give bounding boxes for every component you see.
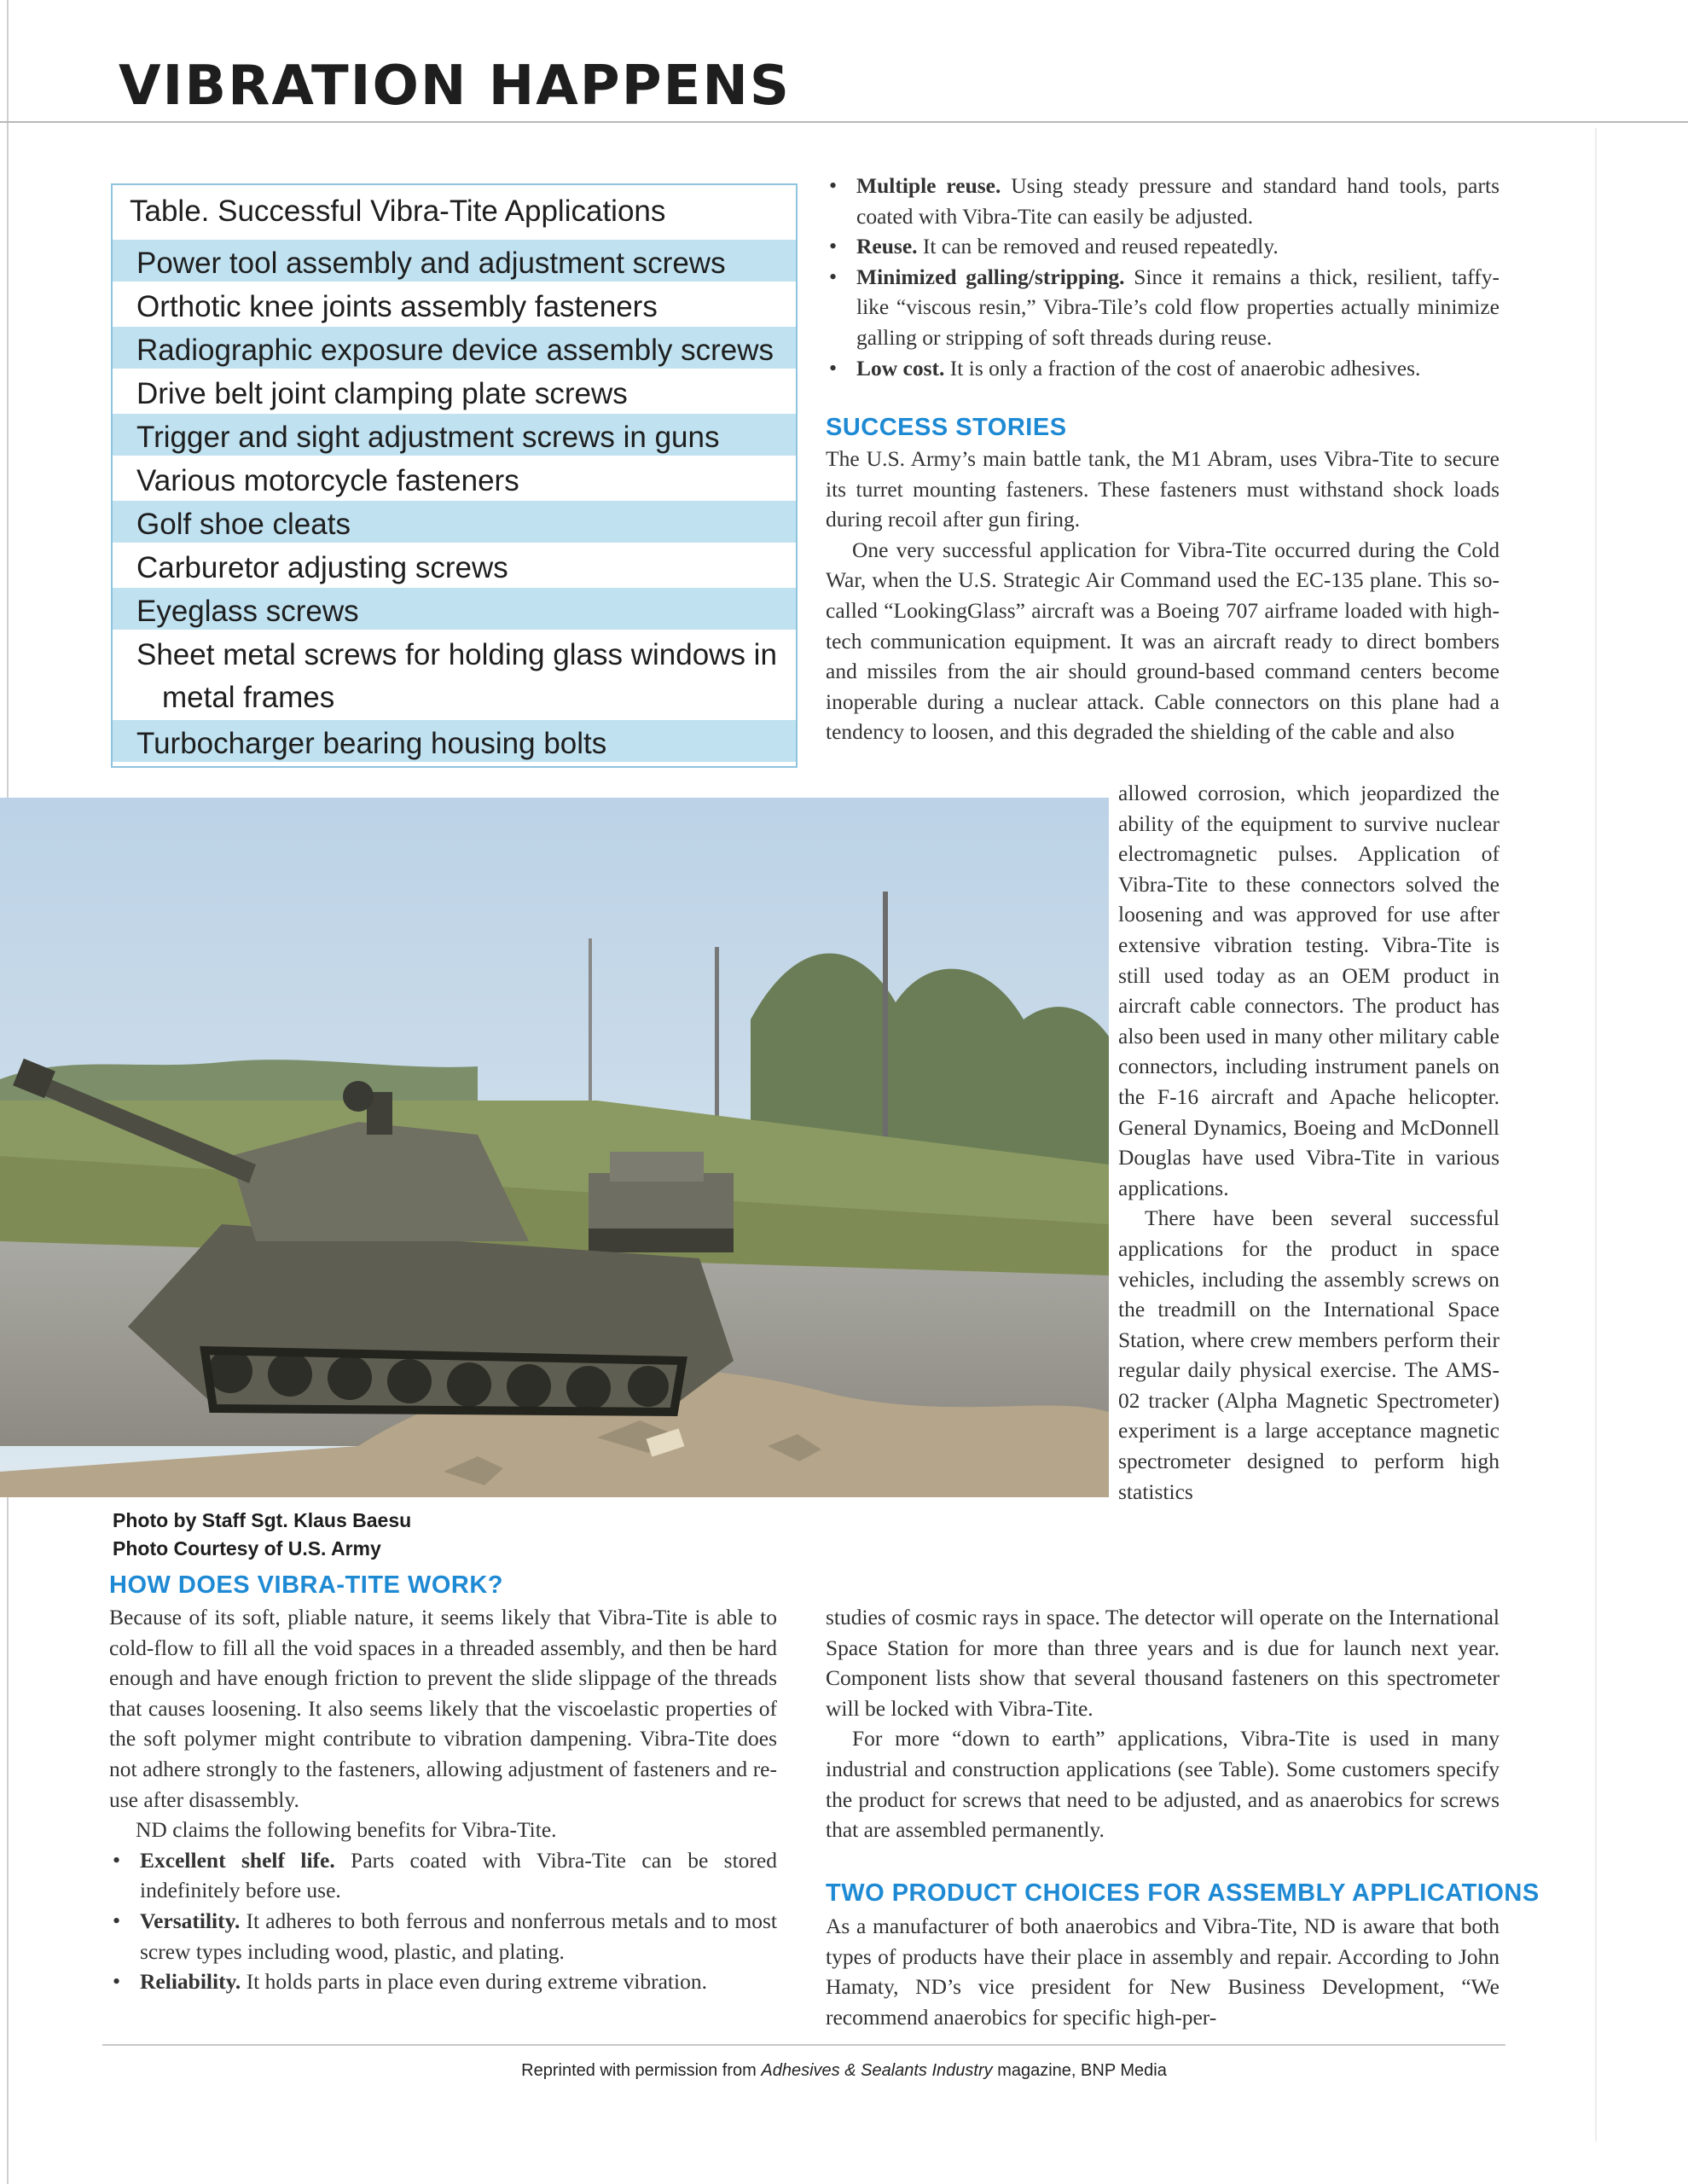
reprint-prefix: Reprinted with permission from [521,2061,762,2080]
space-station-text [826,1602,1499,1845]
title-rule [0,121,1688,123]
bullet-text: Parts coated with Vibra-Tite can be stored indefinitely before use. [140,1847,777,1903]
table-row: Orthotic knee joints assembly fasteners [113,282,796,325]
reprint-notice [0,2061,1688,2081]
list-item [826,353,1499,384]
bullet-text: Since it remains a thick, resilient, taffy-like “viscous resin,” Vibra-Tile’s cold flow properties actually minimize galling or stripping of soft threads during reuse. [856,264,1499,350]
photo-caption [113,1507,411,1563]
paragraph: ND claims the following benefits for Vibra-Tite. [136,1817,557,1843]
table-row: Golf shoe cleats [113,499,796,543]
table-row: Carburetor adjusting screws [113,543,796,586]
table-row: Various motorcycle fasteners [113,456,796,499]
left-column-text [109,1602,777,1997]
bullet-term: Low cost. [856,355,945,380]
table-row-line2: metal frames [162,681,335,714]
bullet-term: Minimized galling/stripping. [856,264,1125,289]
paragraph: As a manufacturer of both anaerobics and Vibra-Tite, ND is aware that both types of products have their place in assembly and repair. According to John Hamaty, ND’s vice president for New Business Development, “We recommend anaerobics for specific high-per- [826,1914,1499,2030]
bullet-text: It adheres to both ferrous and nonferrous metals and to most screw types including wood, plastic, and plating. [140,1908,777,1964]
table-caption: Table. Successful Vibra-Tite Applications [130,195,666,228]
photo-courtesy: Photo Courtesy of U.S. Army [113,1537,381,1560]
success-stories-text [826,444,1499,747]
bullet-term: Excellent shelf life. [140,1847,335,1873]
list-item [826,231,1499,262]
wrapped-column-text [1118,778,1499,1507]
table-row-line1: Sheet metal screws for holding glass windows in [136,638,777,671]
heading-how-does-it-work: HOW DOES VIBRA-TITE WORK? [109,1571,503,1599]
paragraph: studies of cosmic rays in space. The detector will operate on the International Space Station for more than three years and is due for launch next year. Component lists show that several thousand fasteners on this spectrometer will be locked with Vibra-Tite. [826,1605,1499,1721]
bullet-term: Reliability. [140,1969,241,1995]
bullet-text: It holds parts in place even during extreme vibration. [241,1969,707,1995]
paragraph: allowed corrosion, which jeopardized the ability of the equipment to survive nuclear electromagnetic pulses. Application of Vibra-Tite to these connectors solved the loosening and was approved for use after extensive vibration testing. Vibra-Tite is still used today as an OEM product in aircraft cable connectors. The product has also been used in many other military cable connectors, including instrument panels on the F-16 aircraft and Apache helicopter. General Dynamics, Boeing and McDonnell Douglas have used Vibra-Tite in various applications. [1118,781,1499,1200]
bullet-text: Using steady pressure and standard hand tools, parts coated with Vibra-Tite can easily be adjusted. [856,173,1499,229]
right-column-benefits [826,171,1499,383]
heading-success-stories: SUCCESS STORIES [826,414,1067,441]
publication-name: Adhesives & Sealants Industry [761,2061,993,2080]
table-row: Trigger and sight adjustment screws in guns [113,412,796,456]
tank-photo [0,798,1109,1497]
list-item [109,1906,777,1966]
page-edge-right [1595,128,1597,2141]
heading-two-product-choices: TWO PRODUCT CHOICES FOR ASSEMBLY APPLICATIONS [826,1879,1540,1907]
bullet-text: It is only a fraction of the cost of anaerobic adhesives. [944,355,1421,380]
table-row: Drive belt joint clamping plate screws [113,369,796,412]
bullet-text: It can be removed and reused repeatedly. [917,234,1279,259]
list-item [826,171,1499,231]
table-row: Eyeglass screws [113,586,796,630]
paragraph: For more “down to earth” applications, Vibra-Tite is used in many industrial and construction applications (see Table). Some customers specify the product for screws that need to be adjusted, and as anaerobics for screws that are assembled permanently. [826,1726,1499,1843]
list-item [109,1845,777,1906]
list-item [109,1966,777,1997]
paragraph: Because of its soft, pliable nature, it seems likely that Vibra-Tite is able to cold-flow to fill all the void spaces in a threaded assembly, and then be hard enough and have enough friction to prevent the slide slippage of the threads that causes loosening. It also seems likely that the viscoelastic properties of the soft polymer might contribute to vibration dampening. Vibra-Tite does not adhere strongly to the fasteners, allowing adjustment of fasteners and re-use after disassembly. [109,1605,777,1812]
benefits-list-continued [826,171,1499,383]
footer-rule [102,2044,1505,2046]
photo-credit: Photo by Staff Sgt. Klaus Baesu [113,1509,412,1531]
paragraph: There have been several successful applications for the product in space vehicles, including the assembly screws on the treadmill on the International Space Station, where crew members perform their regular daily physical exercise. The AMS-02 tracker (Alpha Magnetic Spectrometer) experiment is a large acceptance magnetic spectrometer designed to perform high statistics [1118,1205,1499,1504]
table-row: Turbocharger bearing housing bolts [113,718,796,762]
page-title: VIBRATION HAPPENS [119,55,791,118]
product-choices-text [826,1911,1499,2032]
table-row: Radiographic exposure device assembly screws [113,325,796,369]
bullet-term: Reuse. [856,234,918,259]
bullet-term: Versatility. [140,1908,241,1933]
reprint-suffix: magazine, BNP Media [992,2061,1167,2080]
benefits-list [109,1845,777,1997]
paragraph: The U.S. Army’s main battle tank, the M1 Abram, uses Vibra-Tite to secure its turret mounting fasteners. These fasteners must withstand shock loads during recoil after gun firing. [826,446,1499,532]
applications-table [111,183,798,768]
bullet-term: Multiple reuse. [856,173,1001,198]
table-row [113,630,796,718]
table-row: Power tool assembly and adjustment screws [113,238,796,282]
list-item [826,262,1499,353]
paragraph: One very successful application for Vibra-Tite occurred during the Cold War, when the U.S. Strategic Air Command used the EC-135 plane. This so-called “LookingGlass” aircraft was a Boeing 707 airframe loaded with high-tech communication equipment. It was an aircraft ready to direct bombers and missiles from the air should ground-based command centers become inoperable during a nuclear attack. Cable connectors on this plane had a tendency to loosen, and this degraded the shielding of the cable and also [826,537,1499,745]
